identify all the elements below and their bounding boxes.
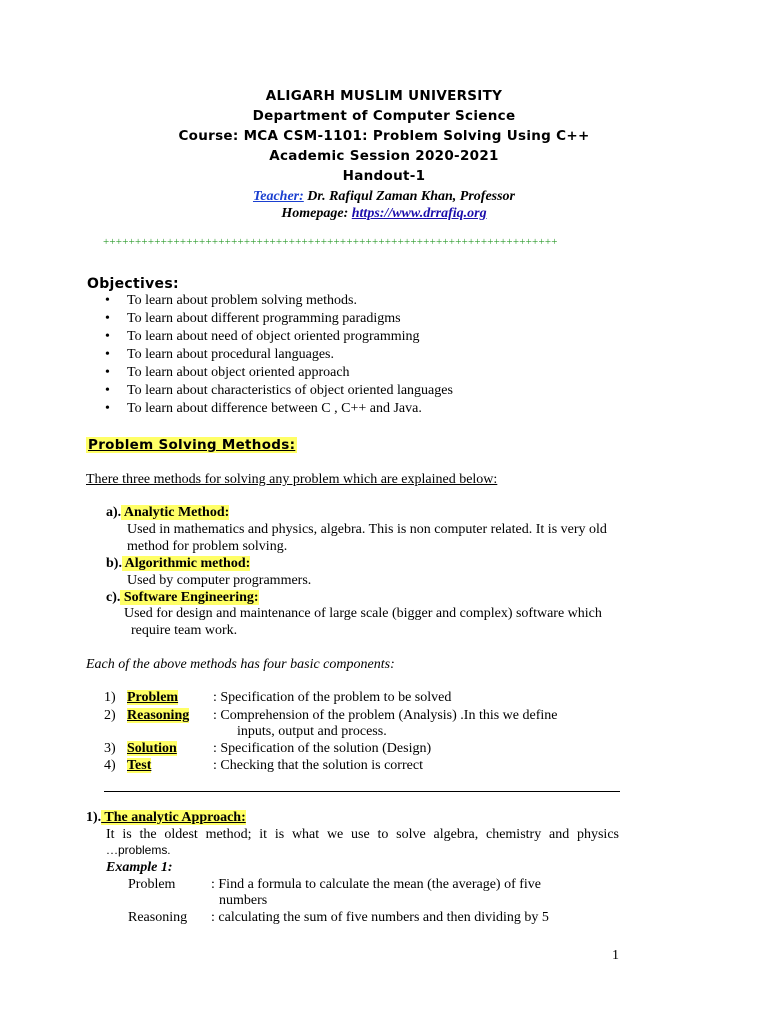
component-name: Test [127, 758, 152, 773]
analytic-desc-cont [106, 843, 170, 858]
section-divider [104, 791, 620, 792]
objective-item: • To learn about need of object oriented programming [103, 328, 453, 346]
analytic-period: . [167, 843, 171, 857]
example-problem-desc-cont: numbers [219, 893, 268, 908]
separator-line: +++++++++++++++++++++++++++++++++++++++++++++++++++++++++++++++++++++++ [103, 236, 558, 248]
analytic-title [86, 810, 246, 826]
component-row [104, 758, 423, 774]
method-a-prefix: a). [106, 505, 122, 520]
teacher-line [0, 189, 768, 205]
homepage-link[interactable]: https://www.drrafiq.org [351, 206, 487, 221]
method-c-title [106, 590, 259, 606]
objective-item: • To learn about different programming paradigms [103, 310, 453, 328]
objective-item: • To learn about characteristics of object oriented languages [103, 382, 453, 400]
teacher-name: Dr. Rafiqul Zaman Khan, Professor [303, 189, 516, 204]
method-c-name: Software Engineering: [120, 590, 259, 605]
component-number: 4) [104, 758, 116, 773]
objectives-heading: Objectives: [87, 276, 179, 292]
objective-item: • To learn about procedural languages. [103, 346, 453, 364]
example-title: Example 1: [106, 860, 173, 875]
analytic-ellipsis: … [106, 843, 118, 857]
method-b-prefix: b). [106, 556, 122, 571]
method-b-title [106, 556, 250, 572]
component-number: 1) [104, 690, 116, 705]
component-desc: : Specification of the problem to be solved [213, 690, 452, 705]
method-a-title [106, 505, 229, 521]
component-name: Reasoning [127, 708, 190, 723]
component-row [104, 741, 431, 757]
course-title: Course: MCA CSM-1101: Problem Solving Using C++ [178, 128, 590, 144]
example-reasoning-label: Reasoning [128, 910, 188, 925]
component-row [104, 690, 451, 706]
objectives-list [103, 292, 453, 418]
component-name: Solution [127, 741, 177, 756]
analytic-desc: It is the oldest method; it is what we use to solve algebra, chemistry and physics [106, 827, 619, 842]
example-reasoning-desc: : calculating the sum of five numbers and then dividing by 5 [211, 910, 549, 925]
component-desc: : Checking that the solution is correct [213, 758, 423, 773]
method-c-prefix: c). [106, 590, 121, 605]
teacher-label: Teacher: [252, 189, 304, 204]
method-b-name: Algorithmic method: [121, 556, 251, 571]
methods-intro: There three methods for solving any problem which are explained below: [86, 472, 498, 487]
component-desc-cont: inputs, output and process. [237, 724, 387, 739]
example-problem-label: Problem [128, 877, 176, 892]
objective-item: • To learn about object oriented approach [103, 364, 453, 382]
methods-heading: Problem Solving Methods: [88, 437, 296, 453]
component-number: 3) [104, 741, 116, 756]
analytic-word: problems [118, 843, 168, 857]
method-a-desc: Used in mathematics and physics, algebra. This is non computer related. It is very old [127, 522, 607, 537]
component-desc: : Specification of the solution (Design) [213, 741, 432, 756]
example-problem-desc: : Find a formula to calculate the mean (the average) of five [211, 877, 542, 892]
components-intro: Each of the above methods has four basic components: [86, 657, 395, 672]
method-a-desc-cont: method for problem solving. [127, 539, 288, 554]
department-title: Department of Computer Science [252, 108, 516, 124]
component-number: 2) [104, 708, 116, 723]
objective-item: • To learn about problem solving methods. [103, 292, 453, 310]
method-c-desc: Used for design and maintenance of large scale (bigger and complex) software which [124, 606, 602, 621]
homepage-label: Homepage: [281, 206, 352, 221]
component-row [104, 708, 557, 724]
component-name: Problem [127, 690, 179, 705]
handout-title: Handout-1 [342, 168, 426, 184]
page-number: 1 [612, 948, 619, 963]
session-title: Academic Session 2020-2021 [269, 148, 499, 164]
analytic-name: The analytic Approach: [101, 810, 246, 825]
objective-item: • To learn about difference between C , C++ and Java. [103, 400, 453, 418]
component-desc: : Comprehension of the problem (Analysis) .In this we define [213, 708, 558, 723]
method-a-name: Analytic Method: [121, 505, 230, 520]
analytic-prefix: 1). [86, 810, 102, 825]
method-c-desc-cont: require team work. [131, 623, 238, 638]
method-b-desc: Used by computer programmers. [127, 573, 312, 588]
university-title: ALIGARH MUSLIM UNIVERSITY [265, 88, 503, 104]
homepage-line [0, 206, 768, 222]
